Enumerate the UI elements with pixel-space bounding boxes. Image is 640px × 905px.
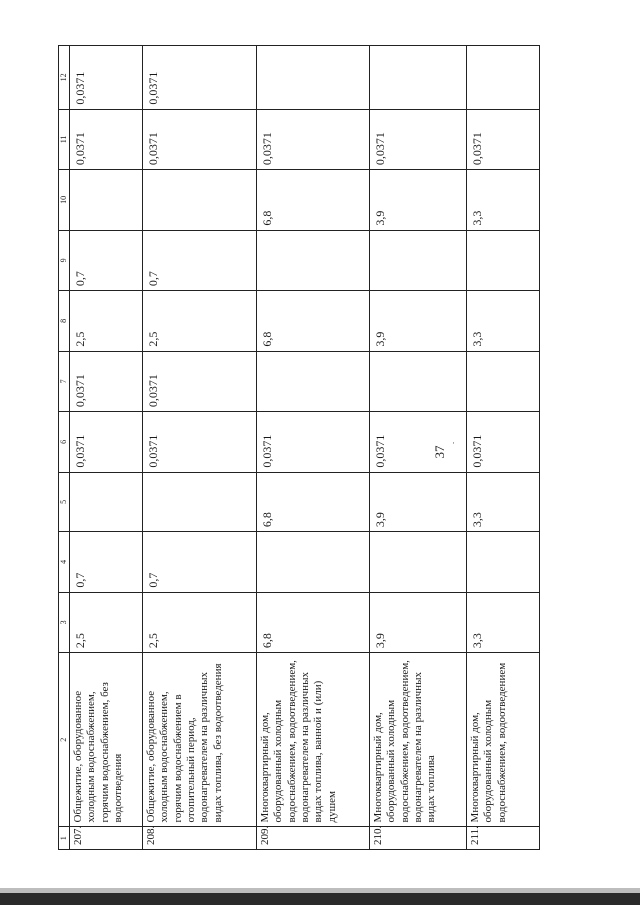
cell-col3: 3,9 (369, 592, 466, 653)
cell-col5: 3,3 (466, 472, 539, 531)
cell-col11: 0,0371 (142, 109, 256, 170)
table-row (466, 46, 539, 850)
cell-col6: 0,0371 (142, 412, 256, 473)
cell-col7 (369, 351, 466, 412)
header-cell: 5 (59, 472, 70, 531)
cell-col7: 0,0371 (69, 351, 142, 412)
tariff-table (58, 45, 540, 850)
cell-col11: 0,0371 (466, 109, 539, 170)
cell-col8: 2,5 (69, 291, 142, 352)
cell-col12 (466, 46, 539, 110)
cell-col5: 3,9 (369, 472, 466, 531)
cell-col9 (369, 230, 466, 291)
cell-col12 (369, 46, 466, 110)
header-cell: 9 (59, 230, 70, 291)
cell-col3: 6,8 (256, 592, 369, 653)
header-cell: 4 (59, 532, 70, 593)
header-cell: 12 (59, 46, 70, 110)
row-description: Общежитие, оборудованное холодным водоснабжением, горячим водоснабжением, без водоотведения (69, 653, 142, 827)
cell-col4 (466, 532, 539, 593)
cell-col10: 3,9 (369, 170, 466, 231)
cell-col4 (369, 532, 466, 593)
row-description: Многоквартирный дом, оборудованный холодным водоснабжением, водоотведением, водонагревателем на различных видах топлива (369, 653, 466, 827)
table-row (69, 46, 142, 850)
cell-col8: 3,3 (466, 291, 539, 352)
cell-col4: 0,7 (69, 532, 142, 593)
cell-col7: 0,0371 (142, 351, 256, 412)
row-number: 211. (466, 827, 539, 850)
header-cell: 3 (59, 592, 70, 653)
header-cell: 7 (59, 351, 70, 412)
cell-col5 (69, 472, 142, 531)
cell-col9 (466, 230, 539, 291)
cell-col11: 0,0371 (256, 109, 369, 170)
row-number: 209. (256, 827, 369, 850)
header-cell: 2 (59, 653, 70, 827)
row-number: 210. (369, 827, 466, 850)
header-cell: 6 (59, 412, 70, 473)
cell-col11: 0,0371 (69, 109, 142, 170)
table-row (369, 46, 466, 850)
cell-col3: 2,5 (69, 592, 142, 653)
cell-col8: 2,5 (142, 291, 256, 352)
cell-col11: 0,0371 (369, 109, 466, 170)
row-description: Многоквартирный дом, оборудованный холодным водоснабжением, водоотведением, водонагревателем на различных видах топлива, ванной и (или) душем (256, 653, 369, 827)
cell-col4 (256, 532, 369, 593)
cell-col9: 0,7 (69, 230, 142, 291)
cell-col8: 3,9 (369, 291, 466, 352)
cell-col6: 0,0371 (69, 412, 142, 473)
row-number: 208. (142, 827, 256, 850)
header-cell: 11 (59, 109, 70, 170)
page-mark: · (452, 438, 455, 448)
cell-col12 (256, 46, 369, 110)
cell-col5: 6,8 (256, 472, 369, 531)
cell-col3: 3,3 (466, 592, 539, 653)
cell-col9: 0,7 (142, 230, 256, 291)
header-cell: 8 (59, 291, 70, 352)
table-row (142, 46, 256, 850)
cell-col9 (256, 230, 369, 291)
cell-col10 (69, 170, 142, 231)
cell-col6: 0,0371 (256, 412, 369, 473)
row-description: Многоквартирный дом, оборудованный холодным водоснабжением, водоотведением (466, 653, 539, 827)
header-row (59, 46, 70, 850)
cell-col8: 6,8 (256, 291, 369, 352)
cell-col6: 0,0371 (466, 412, 539, 473)
cell-col12: 0,0371 (142, 46, 256, 110)
cell-col12: 0,0371 (69, 46, 142, 110)
cell-col7 (256, 351, 369, 412)
table-row (256, 46, 369, 850)
cell-col10: 3,3 (466, 170, 539, 231)
header-cell: 1 (59, 827, 70, 850)
page-number: 37 (432, 445, 447, 459)
cell-col6: 0,0371 (369, 412, 466, 473)
cell-col5 (142, 472, 256, 531)
row-description: Общежитие, оборудованное холодным водоснабжением, горячим водоснабжением в отопительный период, водонагревателем на различных видах топлива, без водоотведения (142, 653, 256, 827)
rotated-table-container (58, 45, 619, 850)
cell-col3: 2,5 (142, 592, 256, 653)
header-cell: 10 (59, 170, 70, 231)
cell-col7 (466, 351, 539, 412)
cell-col4: 0,7 (142, 532, 256, 593)
cell-col10 (142, 170, 256, 231)
scan-edge (0, 893, 640, 905)
row-number: 207. (69, 827, 142, 850)
cell-col10: 6,8 (256, 170, 369, 231)
